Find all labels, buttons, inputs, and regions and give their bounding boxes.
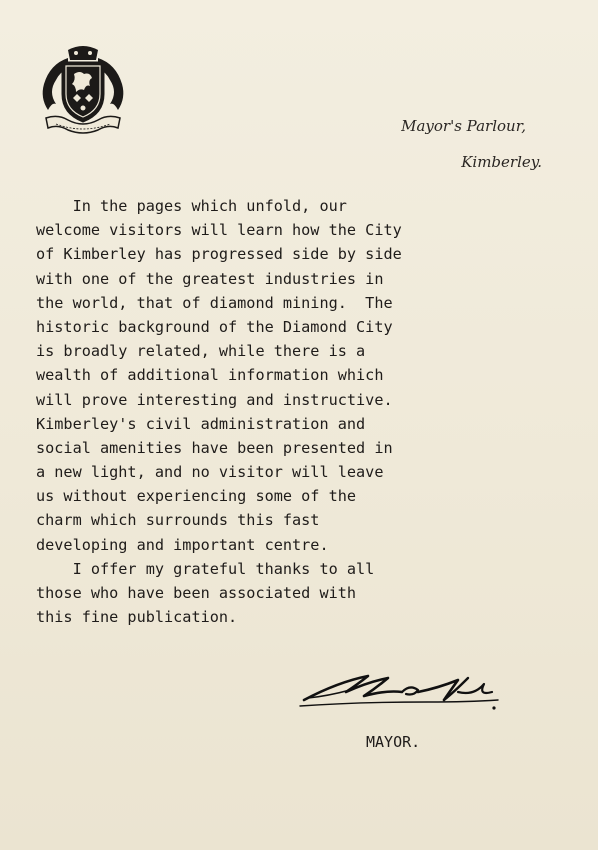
body-line: Kimberley's civil administration and (36, 414, 366, 433)
body-line: developing and important centre. (36, 535, 329, 554)
body-line: historic background of the Diamond City (36, 317, 393, 336)
body-line: those who have been associated with (36, 584, 357, 602)
body-line: is broadly related, while there is a (36, 342, 366, 361)
body-line: this fine publication. (36, 608, 238, 627)
body-line: will prove interesting and instructive. (36, 390, 393, 409)
body-line: welcome visitors will learn how the City (36, 221, 402, 240)
body-line: with one of the greatest industries in (36, 269, 384, 288)
body-line: us without experiencing some of the (36, 487, 357, 506)
signoff-title: MAYOR. (366, 733, 421, 751)
body-line: social amenities have been presented in (36, 438, 393, 457)
body-line: charm which surrounds this fast (36, 511, 320, 530)
signature-image (298, 662, 510, 718)
body-line: the world, that of diamond mining. The (36, 293, 393, 312)
body-line: In the pages which unfold, our (36, 197, 347, 215)
body-line: a new light, and no visitor will leave (36, 463, 384, 482)
body-line: wealth of additional information which (36, 366, 384, 385)
letter-body (36, 194, 576, 629)
header-city-line: Kimberley. (461, 153, 542, 171)
header-address-line: Mayor's Parlour, (401, 117, 526, 135)
body-line: of Kimberley has progressed side by side (36, 245, 402, 264)
body-line: I offer my grateful thanks to all (36, 559, 375, 578)
coat-of-arms-icon (38, 44, 128, 136)
